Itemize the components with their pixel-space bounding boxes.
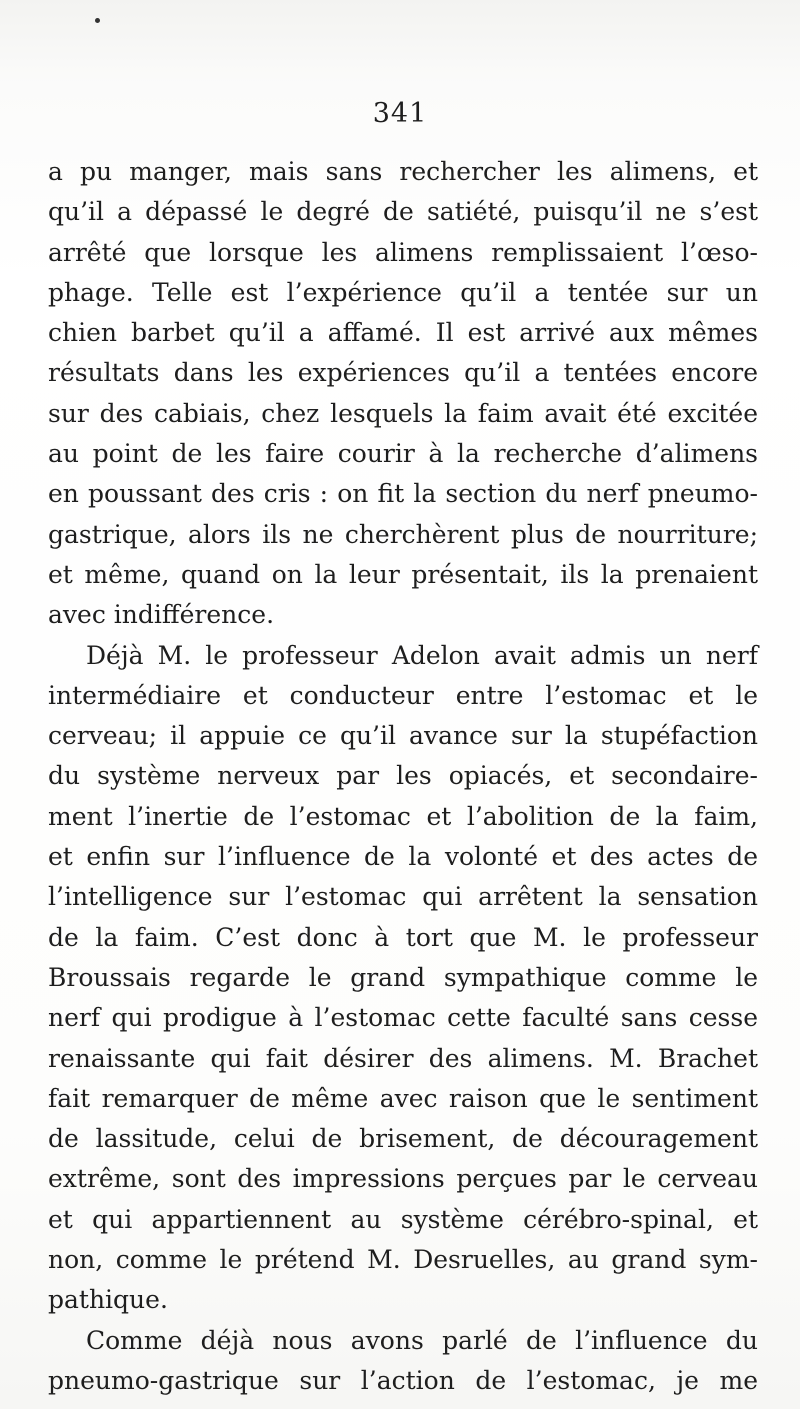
text-line: de la faim. C’est donc à tort que M. le professeur [48, 922, 758, 952]
text-line: l’intelligence sur l’estomac qui arrêtent la sensation [48, 882, 758, 912]
text-line: a pu manger, mais sans rechercher les alimens, et [48, 157, 758, 186]
paragraph [48, 152, 758, 636]
text-line: pneumo-gastrique sur l’action de l’estomac, je me [48, 1365, 758, 1395]
text-line: fait remarquer de même avec raison que le sentiment [48, 1083, 758, 1113]
text-line: renaissante qui fait désirer des alimens. M. Brachet [48, 1043, 758, 1073]
text-line: sur des cabiais, chez lesquels la faim avait été excitée [48, 398, 758, 428]
text-line: chien barbet qu’il a affamé. Il est arrivé aux mêmes [48, 318, 758, 348]
text-line: Comme déjà nous avons parlé de l’influence du [86, 1325, 758, 1355]
text-line: gastrique, alors ils ne cherchèrent plus de nourriture; [48, 519, 758, 549]
text-line: qu’il a dépassé le degré de satiété, puisqu’il ne s’est [48, 197, 758, 227]
text-line: Déjà M. le professeur Adelon avait admis un nerf [86, 640, 758, 670]
paragraph [48, 636, 758, 1321]
text-line: extrême, sont des impressions perçues par le cerveau [48, 1164, 758, 1194]
text-line: nerf qui prodigue à l’estomac cette faculté sans cesse [48, 1003, 758, 1033]
text-line: en poussant des cris : on fit la section du nerf pneumo- [48, 479, 758, 509]
text-line: pathique. [48, 1285, 168, 1315]
text-line: et même, quand on la leur présentait, ils la prenaient [48, 559, 758, 589]
text-line: Broussais regarde le grand sympathique comme le [48, 962, 758, 992]
text-line: de lassitude, celui de brisement, de découragement [48, 1124, 758, 1154]
body-text [48, 152, 758, 1401]
text-line: résultats dans les expériences qu’il a tentées encore [48, 358, 758, 388]
text-line: cerveau; il appuie ce qu’il avance sur la stupéfaction [48, 721, 758, 751]
text-line: et enfin sur l’influence de la volonté et des actes de [48, 842, 758, 872]
text-line: et qui appartiennent au système cérébro-spinal, et [48, 1204, 758, 1234]
text-line: ment l’inertie de l’estomac et l’abolition de la faim, [48, 801, 758, 831]
page-number: 341 [372, 98, 428, 129]
text-line: phage. Telle est l’expérience qu’il a tentée sur un [48, 277, 758, 307]
paragraph [48, 1321, 758, 1402]
text-line: arrêté que lorsque les alimens remplissaient l’œso- [48, 237, 758, 267]
text-line: du système nerveux par les opiacés, et secondaire- [48, 761, 758, 791]
text-line: au point de les faire courir à la recherche d’alimens [48, 439, 758, 469]
text-line: avec indifférence. [48, 600, 275, 630]
text-line: non, comme le prétend M. Desruelles, au grand sym- [48, 1245, 758, 1275]
ink-speck [95, 18, 100, 23]
text-line: intermédiaire et conducteur entre l’estomac et le [48, 680, 758, 710]
